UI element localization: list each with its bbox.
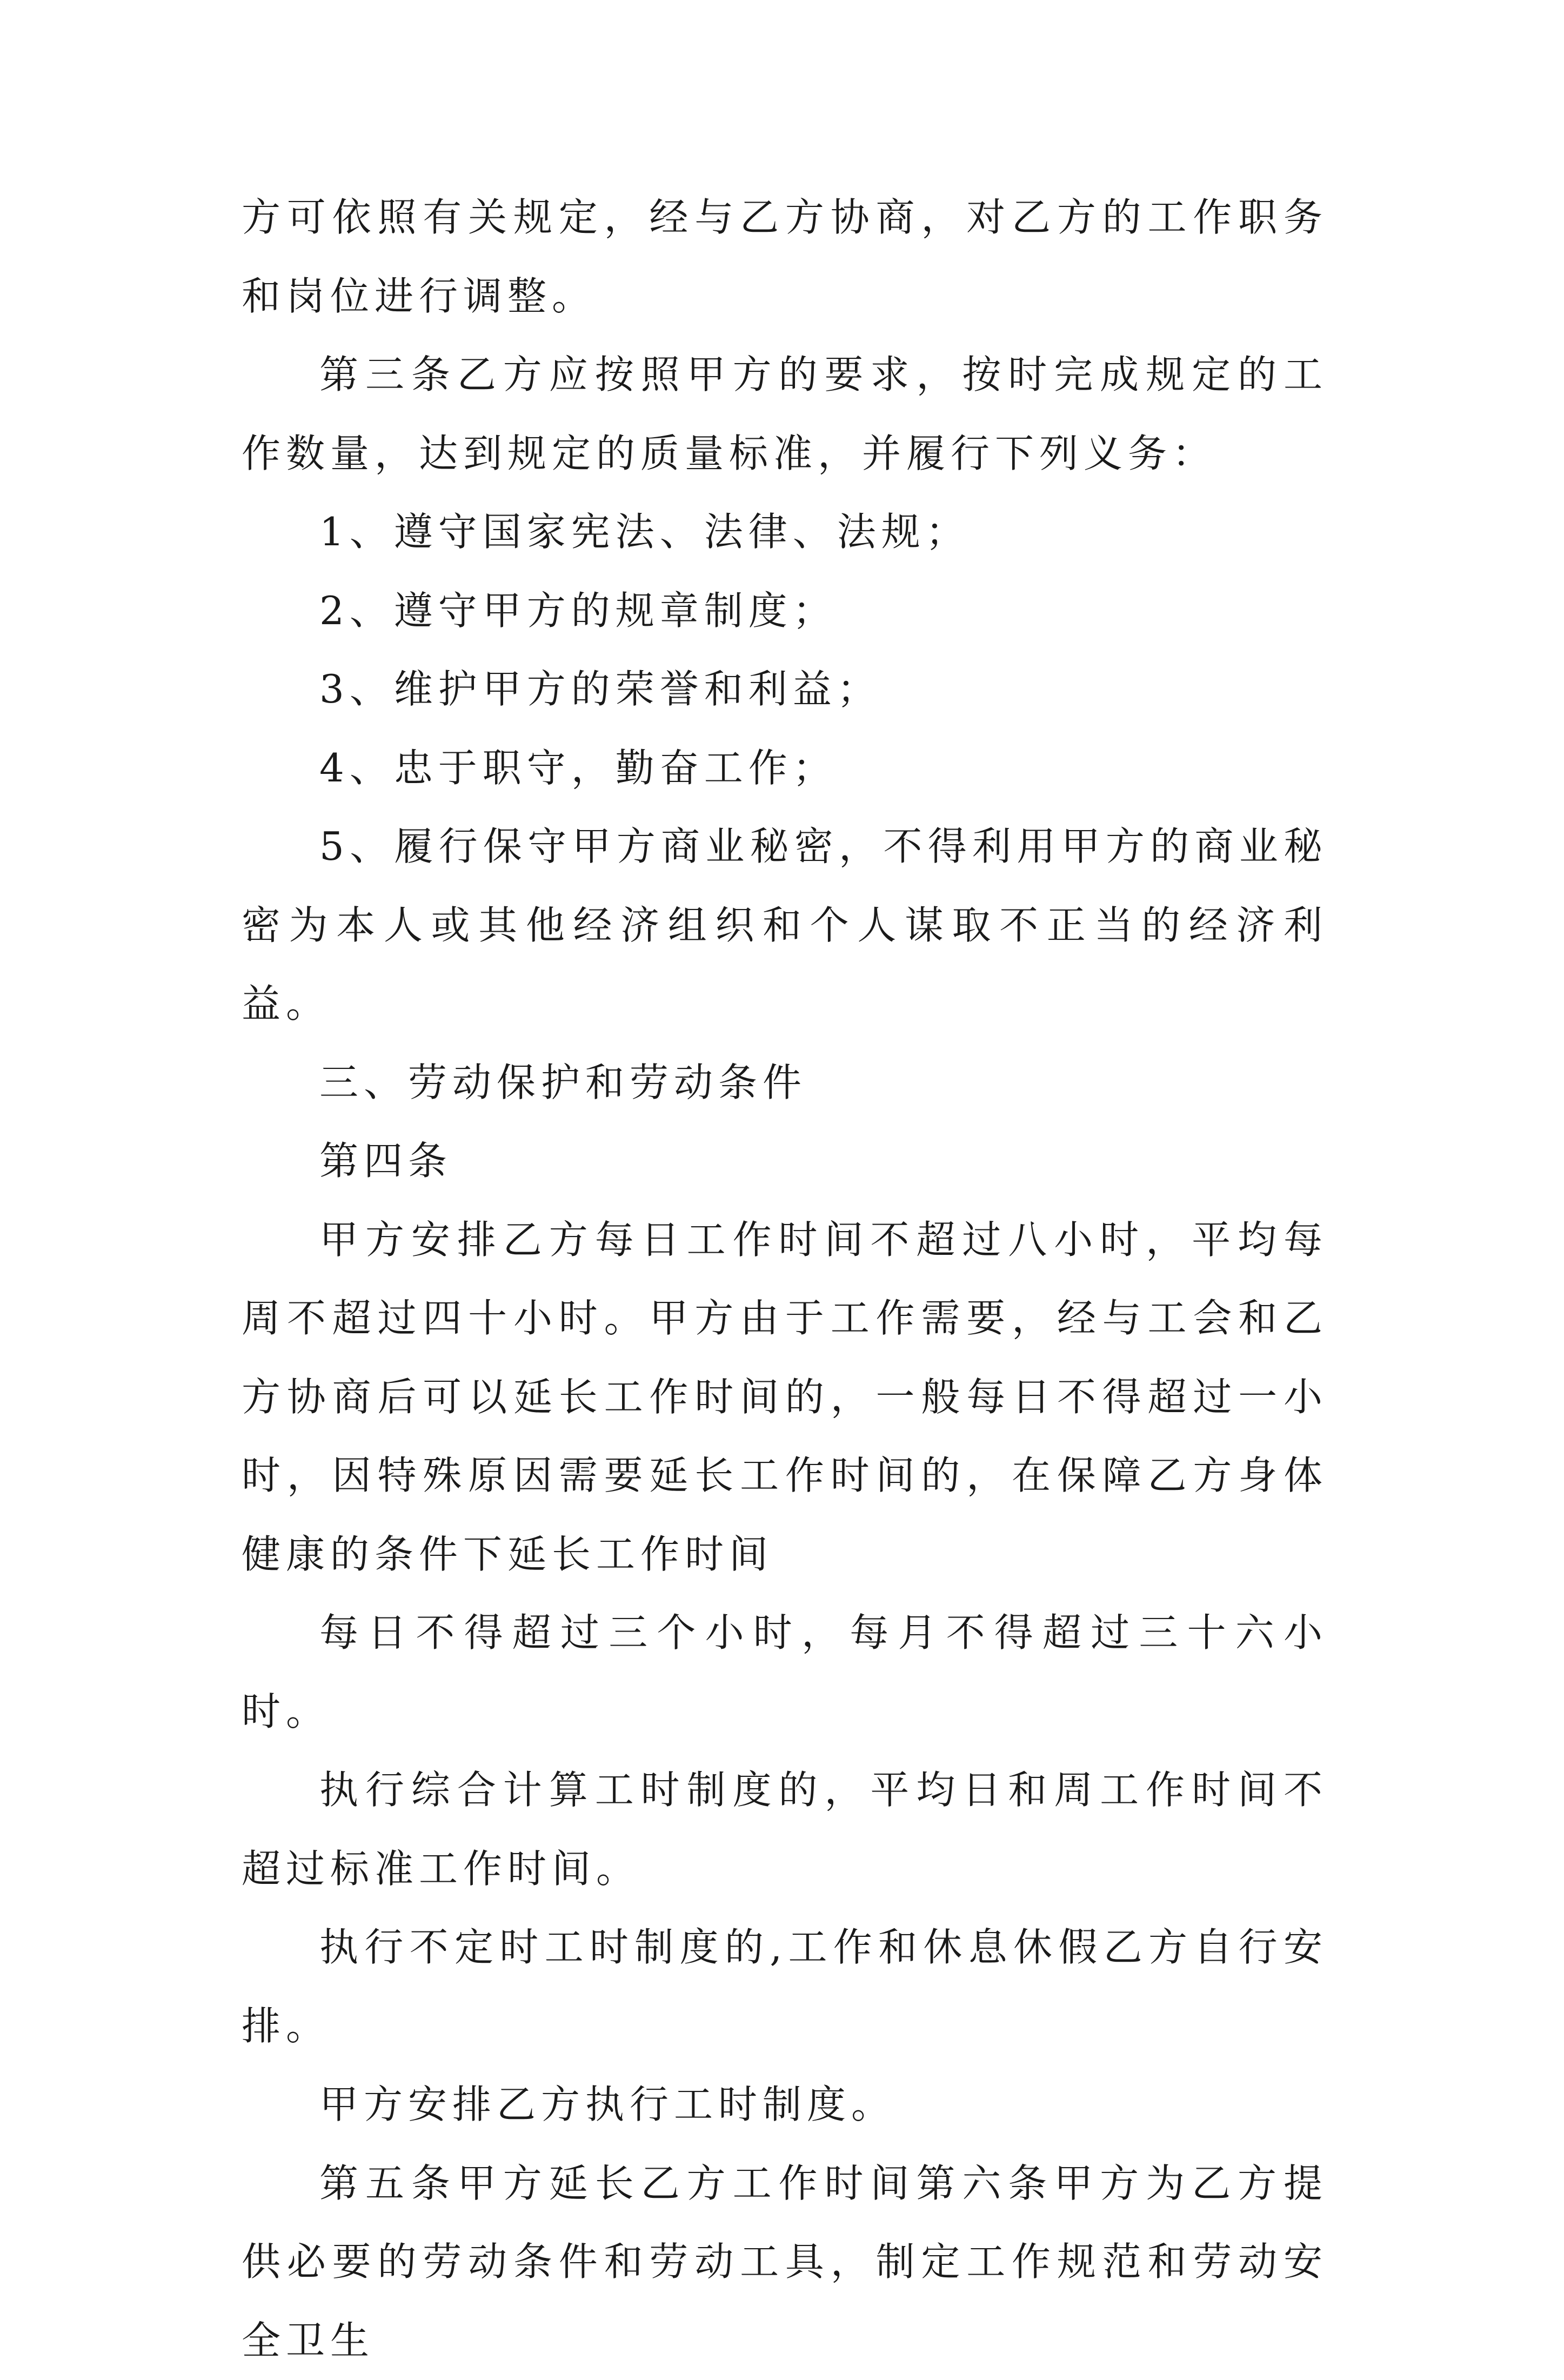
list-item-obligation-4: 4、忠于职守，勤奋工作； [242, 729, 1328, 808]
paragraph-working-hours: 甲方安排乙方每日工作时间不超过八小时，平均每周不超过四十小时。甲方由于工作需要，经与工会和乙方协商后可以延长工作时间的，一般每日不得超过一小时，因特殊原因需要延长工作时间的，在保障乙方身体健康的条件下延长工作时间 [242, 1201, 1328, 1594]
section-heading-labor-protection: 三、劳动保护和劳动条件 [242, 1044, 1328, 1122]
article-heading-4: 第四条 [242, 1122, 1328, 1201]
list-item-obligation-5: 5、履行保守甲方商业秘密，不得利用甲方的商业秘密为本人或其他经济组织和个人谋取不正当的经济利益。 [242, 807, 1328, 1044]
paragraph-article-3: 第三条乙方应按照甲方的要求，按时完成规定的工作数量，达到规定的质量标准，并履行下列义务： [242, 336, 1328, 493]
paragraph-comprehensive-hours: 执行综合计算工时制度的，平均日和周工作时间不超过标准工作时间。 [242, 1751, 1328, 1908]
paragraph-continued-adjustment: 方可依照有关规定，经与乙方协商，对乙方的工作职务和岗位进行调整。 [242, 178, 1328, 336]
list-item-obligation-2: 2、遵守甲方的规章制度； [242, 572, 1328, 651]
paragraph-article-5-6: 第五条甲方延长乙方工作时间第六条甲方为乙方提供必要的劳动条件和劳动工具，制定工作规范和劳动安全卫生 [242, 2144, 1328, 2380]
list-item-obligation-1: 1、遵守国家宪法、法律、法规； [242, 493, 1328, 572]
list-item-obligation-3: 3、维护甲方的荣誉和利益； [242, 650, 1328, 729]
document-body [242, 178, 1328, 2380]
paragraph-flexible-hours: 执行不定时工时制度的,工作和休息休假乙方自行安排。 [242, 1908, 1328, 2065]
paragraph-overtime-limit: 每日不得超过三个小时，每月不得超过三十六小时。 [242, 1594, 1328, 1751]
paragraph-hours-system: 甲方安排乙方执行工时制度。 [242, 2065, 1328, 2144]
